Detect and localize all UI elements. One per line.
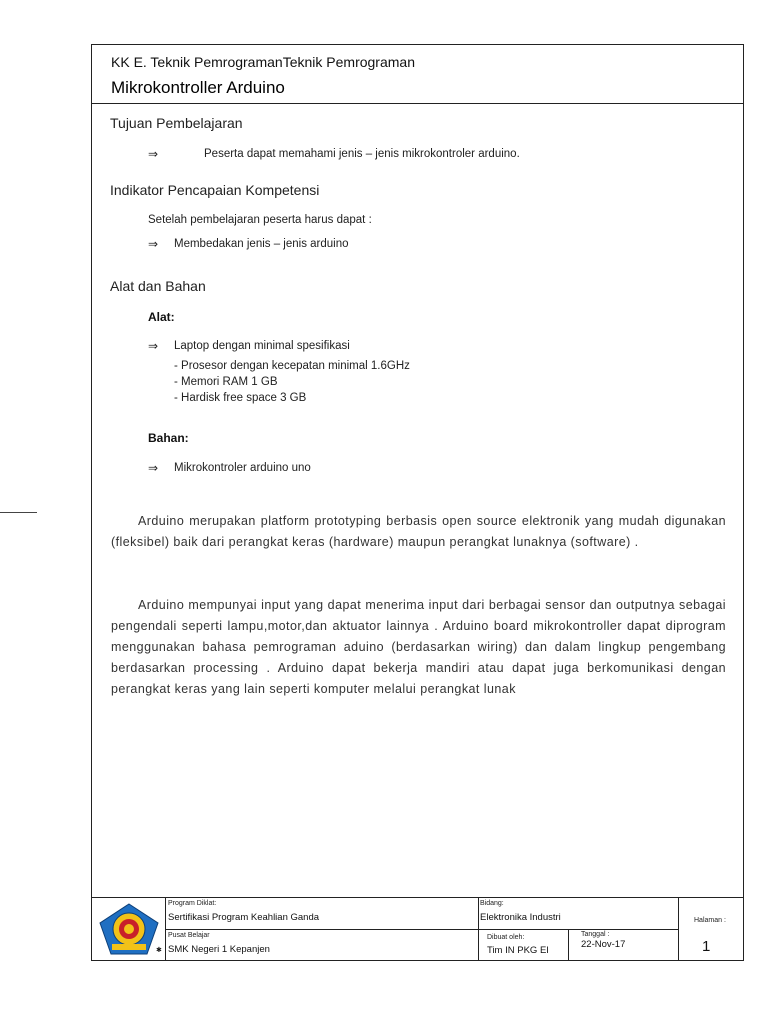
alat-spec: - Memori RAM 1 GB: [174, 376, 278, 388]
pusat-label: Pusat Belajar: [168, 932, 210, 939]
logo-mark: ✱: [156, 947, 162, 954]
arrow-icon: ⇒: [148, 461, 159, 475]
program-label: Program Diklat:: [168, 900, 217, 907]
arrow-icon: ⇒: [148, 237, 159, 251]
alat-item: Laptop dengan minimal spesifikasi: [174, 340, 350, 352]
document-frame: [91, 44, 744, 961]
tujuan-item: Peserta dapat memahami jenis – jenis mikrokontroler arduino.: [204, 148, 520, 160]
bidang-label: Bidang:: [480, 900, 504, 907]
alat-bahan-heading: Alat dan Bahan: [110, 278, 206, 294]
page-title: Mikrokontroller Arduino: [111, 78, 285, 97]
indikator-heading: Indikator Pencapaian Kompetensi: [110, 182, 320, 198]
margin-line: [0, 512, 37, 513]
bahan-label: Bahan:: [148, 431, 189, 445]
bidang-value: Elektronika Industri: [480, 912, 561, 923]
arrow-icon: ⇒: [148, 339, 159, 353]
alat-spec: - Prosesor dengan kecepatan minimal 1.6GHz: [174, 360, 410, 372]
dibuat-value: Tim IN PKG EI: [487, 945, 549, 956]
arrow-icon: ⇒: [148, 147, 159, 161]
pusat-value: SMK Negeri 1 Kepanjen: [168, 944, 270, 955]
tujuan-heading: Tujuan Pembelajaran: [110, 115, 243, 131]
dibuat-label: Dibuat oleh:: [487, 934, 525, 941]
indikator-item: Membedakan jenis – jenis arduino: [174, 238, 349, 250]
alat-label: Alat:: [148, 310, 175, 324]
tanggal-value: 22-Nov-17: [581, 939, 626, 950]
halaman-label: Halaman :: [694, 917, 726, 924]
alat-spec: - Hardisk free space 3 GB: [174, 392, 307, 404]
kk-subtitle: KK E. Teknik PemrogramanTeknik Pemrograman: [111, 54, 415, 70]
page-number: 1: [702, 938, 711, 955]
document-footer: [92, 897, 743, 960]
body-paragraph: Arduino mempunyai input yang dapat menerima input dari berbagai sensor dan outputnya sebagai pengendali seperti lampu,motor,dan aktuator lainnya . Arduino board mikrokontroller dapat diprogram menggunakan bahasa pemrograman aduino (berdasarkan wiring) dan dalam lingkup pengembang berdasarkan processing . Arduino dapat bekerja mandiri atau dapat juga berkomunikasi dengan perangkat keras yang lain seperti komputer melalui perangkat lunak: [111, 598, 726, 696]
program-value: Sertifikasi Program Keahlian Ganda: [168, 912, 320, 923]
header-divider: [92, 103, 743, 104]
body-paragraph: Arduino merupakan platform prototyping berbasis open source elektronik yang mudah digunakan (fleksibel) baik dari perangkat keras (hardware) maupun perangkat lunaknya (software) .: [111, 514, 726, 549]
school-logo-icon: [98, 902, 160, 956]
indikator-intro: Setelah pembelajaran peserta harus dapat :: [148, 214, 372, 226]
tanggal-label: Tanggal :: [581, 931, 610, 938]
bahan-item: Mikrokontroler arduino uno: [174, 462, 311, 474]
